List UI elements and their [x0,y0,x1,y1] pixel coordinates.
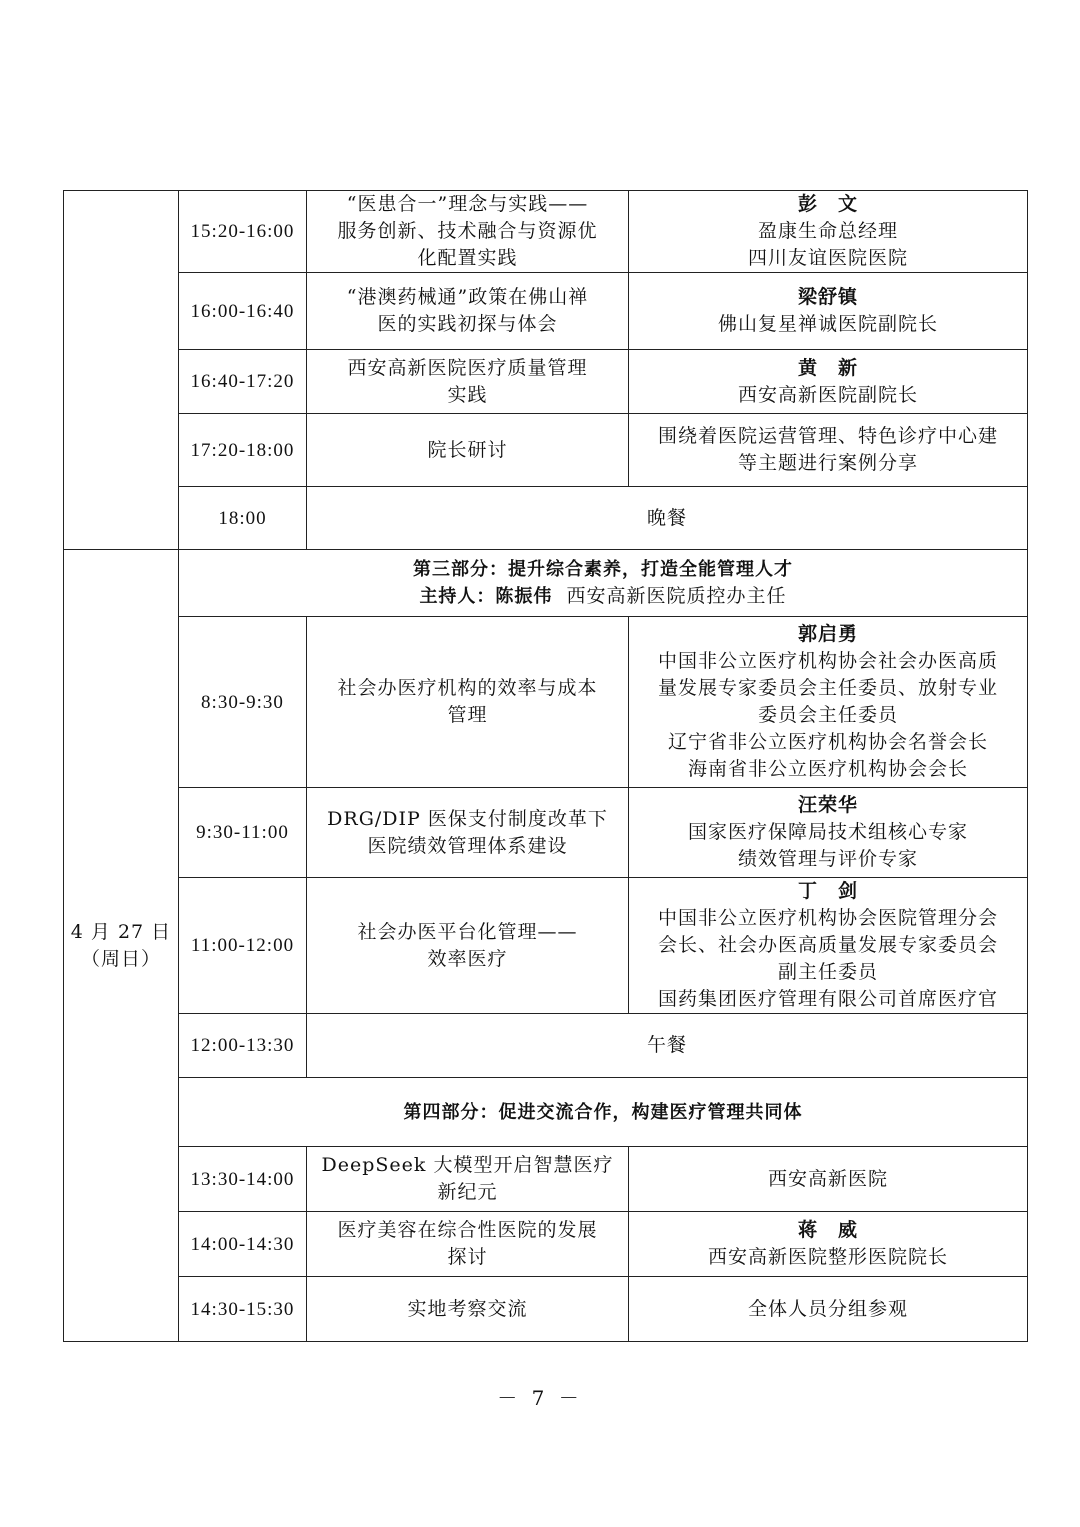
section-title: 第四部分：促进交流合作，构建医疗管理共同体 [403,1101,803,1123]
speaker-desc: 佛山复星禅诚医院副院长 [717,313,938,335]
topic-cell [307,350,629,414]
topic-line: 化配置实践 [417,247,518,269]
time-cell: 16:00-16:40 [179,273,307,350]
time-cell: 18:00 [179,487,307,550]
speaker-name: 黄 新 [797,356,858,379]
speaker-cell [629,1147,1028,1212]
date-cell [64,550,179,1342]
page-number: － 7 － [497,1386,583,1410]
topic-line: 实践 [447,383,488,406]
topic-cell [307,1212,629,1277]
speaker-desc: 副主任委员 [777,961,878,983]
speaker-name: 彭 文 [797,193,858,215]
speaker-name: 郭启勇 [797,623,858,645]
topic-cell [307,191,629,273]
speaker-desc: 绩效管理与评价专家 [737,848,918,870]
topic-line: 服务创新、技术融合与资源优 [337,220,598,242]
speaker-cell [629,1212,1028,1277]
weekday-text: （周日） [80,947,161,970]
speaker-desc: 四川友谊医院医院 [747,247,908,269]
topic-line: 院长研讨 [427,438,508,461]
host-label: 主持人：陈振伟 [419,586,553,607]
speaker-desc: 西安高新医院副院长 [737,383,918,406]
topic-cell [307,273,629,350]
speaker-desc: 辽宁省非公立医疗机构协会名誉会长 [667,731,988,753]
section-header [179,550,1028,617]
speaker-desc: 西安高新医院整形医院院长 [707,1246,948,1268]
agenda-table [63,190,1028,1342]
time-cell: 13:30-14:00 [179,1147,307,1212]
speaker-name: 汪荣华 [797,794,858,816]
topic-line: 效率医疗 [427,947,508,970]
speaker-desc: 国家医疗保障局技术组核心专家 [687,821,968,843]
topic-line: 社会办医平台化管理—— [357,920,578,943]
time-cell: 8:30-9:30 [179,617,307,788]
speaker-name: 蒋 威 [797,1219,858,1241]
topic-cell [307,1147,629,1212]
topic-line: 社会办医疗机构的效率与成本 [337,677,598,699]
section-header-row [64,1078,1028,1147]
speaker-name: 梁舒镇 [797,286,858,308]
topic-line: “医患合一”理念与实践—— [346,193,589,215]
date-cell-empty [64,191,179,550]
event-cell: 晚餐 [307,487,1028,550]
table-row [64,273,1028,350]
speaker-desc: 等主题进行案例分享 [737,452,918,474]
table-row [64,191,1028,273]
topic-line: 管理 [447,704,488,726]
speaker-cell [629,273,1028,350]
time-cell: 14:00-14:30 [179,1212,307,1277]
speaker-cell [629,878,1028,1014]
topic-cell [307,414,629,487]
table-row [64,788,1028,878]
table-row [64,350,1028,414]
speaker-desc: 量发展专家委员会主任委员、放射专业 [657,677,998,699]
speaker-name: 丁 剑 [797,880,858,902]
table-row [64,1014,1028,1078]
table-row [64,878,1028,1014]
table-row [64,1277,1028,1342]
host-desc: 西安高新医院质控办主任 [566,585,787,607]
speaker-cell [629,350,1028,414]
time-cell: 14:30-15:30 [179,1277,307,1342]
table-row [64,414,1028,487]
time-cell: 17:20-18:00 [179,414,307,487]
speaker-desc: 中国非公立医疗机构协会医院管理分会 [657,907,998,929]
speaker-desc: 盈康生命总经理 [757,220,898,242]
speaker-desc: 全体人员分组参观 [747,1297,908,1320]
time-cell: 9:30-11:00 [179,788,307,878]
topic-line: “港澳药械通”政策在佛山禅 [346,286,589,308]
topic-line: 实地考察交流 [407,1297,528,1320]
section-header-row [64,550,1028,617]
topic-line: 医院绩效管理体系建设 [367,834,568,857]
topic-cell [307,617,629,788]
date-text: 4 月 27 日 [70,920,172,943]
event-cell: 午餐 [307,1014,1028,1078]
topic-line: 医的实践初探与体会 [377,313,558,335]
topic-line: DeepSeek 大模型开启智慧医疗 [321,1154,614,1176]
time-cell: 15:20-16:00 [179,191,307,273]
speaker-desc: 委员会主任委员 [757,704,898,726]
speaker-cell [629,1277,1028,1342]
table-row [64,1147,1028,1212]
speaker-desc: 国药集团医疗管理有限公司首席医疗官 [657,988,998,1010]
topic-line: 医疗美容在综合性医院的发展 [337,1219,598,1241]
speaker-cell [629,191,1028,273]
speaker-cell [629,414,1028,487]
table-row [64,1212,1028,1277]
topic-line: DRG/DIP 医保支付制度改革下 [327,807,608,830]
speaker-cell [629,617,1028,788]
speaker-desc: 海南省非公立医疗机构协会会长 [687,758,968,780]
speaker-desc: 围绕着医院运营管理、特色诊疗中心建 [657,425,998,447]
time-cell: 16:40-17:20 [179,350,307,414]
speaker-desc: 中国非公立医疗机构协会社会办医高质 [657,650,998,672]
speaker-desc: 西安高新医院 [767,1167,888,1190]
topic-line: 探讨 [447,1246,488,1268]
topic-cell [307,878,629,1014]
speaker-desc: 会长、社会办医高质量发展专家委员会 [657,934,998,956]
speaker-cell [629,788,1028,878]
time-cell: 11:00-12:00 [179,878,307,1014]
topic-line: 新纪元 [437,1181,498,1203]
section-title: 第三部分：提升综合素养，打造全能管理人才 [413,559,793,580]
section-header [179,1078,1028,1147]
topic-cell [307,788,629,878]
time-cell: 12:00-13:30 [179,1014,307,1078]
table-row [64,487,1028,550]
table-row [64,617,1028,788]
topic-cell [307,1277,629,1342]
topic-line: 西安高新医院医疗质量管理 [347,356,588,379]
